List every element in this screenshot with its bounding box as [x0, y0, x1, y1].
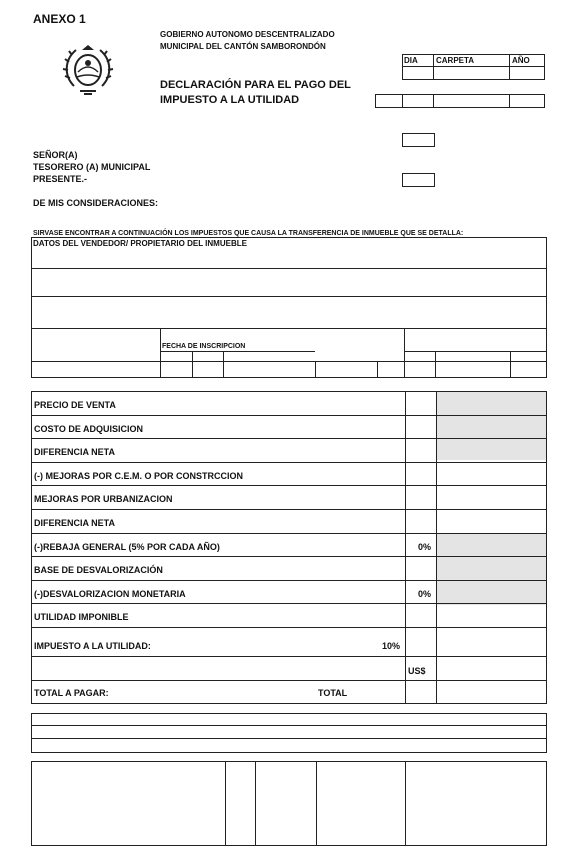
signatures-section — [31, 761, 547, 846]
total-to-pay-label: TOTAL A PAGAR: — [34, 688, 109, 698]
seller-data-section — [31, 237, 547, 378]
row-divider — [31, 485, 547, 486]
addressee-line2: TESORERO (A) MUNICIPAL — [33, 162, 151, 172]
addressee-line1: SEÑOR(A) — [33, 150, 78, 160]
currency-label: US$ — [408, 666, 426, 676]
calc-row-label: UTILIDAD IMPONIBLE — [34, 612, 129, 623]
observations-section — [31, 713, 547, 753]
calc-row-label: MEJORAS POR URBANIZACION — [34, 494, 173, 505]
fecha-inscripcion-label: FECHA DE INSCRIPCION — [162, 343, 246, 350]
document-title-line1: DECLARACIÓN PARA EL PAGO DEL — [160, 79, 351, 91]
row-divider — [31, 509, 547, 510]
calc-row-label: PRECIO DE VENTA — [34, 400, 116, 410]
calc-row-label: (-) MEJORAS POR C.E.M. O POR CONSTRCCION — [34, 470, 244, 481]
calc-row-percent: 0% — [418, 588, 432, 599]
calc-row-label: (-)DESVALORIZACION MONETARIA — [34, 588, 186, 599]
anio-label: AÑO — [512, 56, 530, 65]
calc-row-label: (-)REBAJA GENERAL (5% POR CADA AÑO) — [34, 541, 220, 552]
row-divider — [31, 580, 547, 581]
tax-rate: 10% — [382, 641, 401, 651]
row-divider — [31, 462, 547, 463]
calc-row-label: DIFERENCIA NETA — [34, 447, 115, 458]
government-name-line2: MUNICIPAL DEL CANTÓN SAMBORONDÓN — [160, 42, 326, 51]
calc-row-label: COSTO DE ADQUISICION — [34, 423, 144, 434]
document-title-line2: IMPUESTO A LA UTILIDAD — [160, 94, 300, 106]
calc-row-label: DIFERENCIA NETA — [34, 518, 115, 528]
carpeta-label: CARPETA — [436, 56, 475, 65]
reference-number-field[interactable] — [375, 94, 545, 108]
dia-label: DIA — [404, 56, 418, 65]
total-word-label: TOTAL — [318, 688, 348, 698]
municipal-seal-icon — [60, 42, 116, 98]
government-name-line1: GOBIERNO AUTONOMO DESCENTRALIZADO — [160, 30, 335, 39]
check-box-2[interactable] — [402, 173, 435, 187]
row-divider — [31, 603, 547, 604]
row-divider — [31, 438, 547, 439]
row-divider — [31, 627, 547, 628]
calc-row-label: BASE DE DESVALORIZACIÓN — [34, 565, 163, 576]
addressee-line3: PRESENTE.- — [33, 174, 88, 184]
tax-label: IMPUESTO A LA UTILIDAD: — [34, 641, 151, 651]
considerations-text: DE MIS CONSIDERACIONES: — [33, 198, 159, 208]
instruction-text: SIRVASE ENCONTRAR A CONTINUACIÓN LOS IMPUESTOS QUE CAUSA LA TRANSFERENCIA DE INMUEBLE QUE SE DETALLA: — [33, 230, 464, 237]
row-divider — [31, 533, 547, 534]
check-box-1[interactable] — [402, 133, 435, 147]
row-divider — [31, 415, 547, 416]
seller-section-title: DATOS DEL VENDEDOR/ PROPIETARIO DEL INMUEBLE — [33, 239, 247, 248]
annex-label: ANEXO 1 — [33, 12, 86, 26]
calc-row-percent: 0% — [418, 541, 432, 552]
row-divider — [31, 556, 547, 557]
